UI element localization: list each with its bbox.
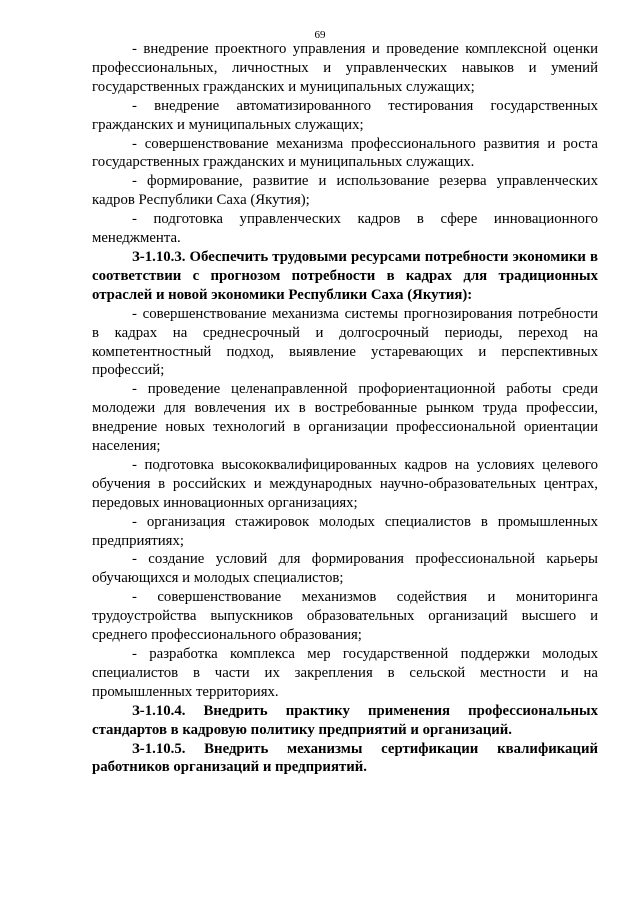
- paragraph: - подготовка высококвалифицированных кадров на условиях целевого обучения в российских и международных научно-образовательных центрах, передовых инновационных организациях;: [92, 456, 598, 511]
- paragraph: - совершенствование механизма профессионального развития и роста государственных гражданских и муниципальных служащих.: [92, 135, 598, 171]
- document-body: [92, 40, 598, 777]
- paragraph: - формирование, развитие и использование резерва управленческих кадров Республики Саха (Якутия);: [92, 173, 598, 209]
- section-heading: З-1.10.4. Внедрить практику применения профессиональных стандартов в кадровую политику предприятий и организаций.: [92, 702, 598, 738]
- paragraph: - создание условий для формирования профессиональной карьеры обучающихся и молодых специалистов;: [92, 551, 598, 587]
- paragraph: - организация стажировок молодых специалистов в промышленных предприятиях;: [92, 513, 598, 549]
- page-number: 69: [314, 29, 326, 41]
- paragraph: - совершенствование механизмов содействия и мониторинга трудоустройства выпускников образовательных организаций высшего и среднего профессионального образования;: [92, 589, 598, 644]
- paragraph: - совершенствование механизма системы прогнозирования потребности в кадрах на среднесрочный и долгосрочный периоды, переход на компетентностный подход, выявление устаревающих и перспективных профессий;: [92, 305, 598, 379]
- paragraph: - внедрение проектного управления и проведение комплексной оценки профессиональных, личностных и управленческих навыков и умений государственных гражданских и муниципальных служащих;: [92, 41, 598, 95]
- paragraph: - внедрение автоматизированного тестирования государственных гражданских и муниципальных служащих;: [92, 97, 598, 133]
- paragraph: - подготовка управленческих кадров в сфере инновационного менеджмента.: [92, 211, 598, 247]
- paragraph: - проведение целенаправленной профориентационной работы среди молодежи для вовлечения их в востребованные рынком труда профессии, внедрение новых технологий в организации профессиональной ориентации населения;: [92, 381, 598, 455]
- section-heading: З-1.10.5. Внедрить механизмы сертификации квалификаций работников организаций и предприятий.: [92, 740, 598, 776]
- paragraph: - разработка комплекса мер государственной поддержки молодых специалистов в части их закрепления в сельской местности и на промышленных территориях.: [92, 646, 598, 700]
- section-heading: З-1.10.3. Обеспечить трудовыми ресурсами потребности экономики в соответствии с прогнозом потребности в кадрах для традиционных отраслей и новой экономики Республики Саха (Якутия):: [92, 248, 598, 303]
